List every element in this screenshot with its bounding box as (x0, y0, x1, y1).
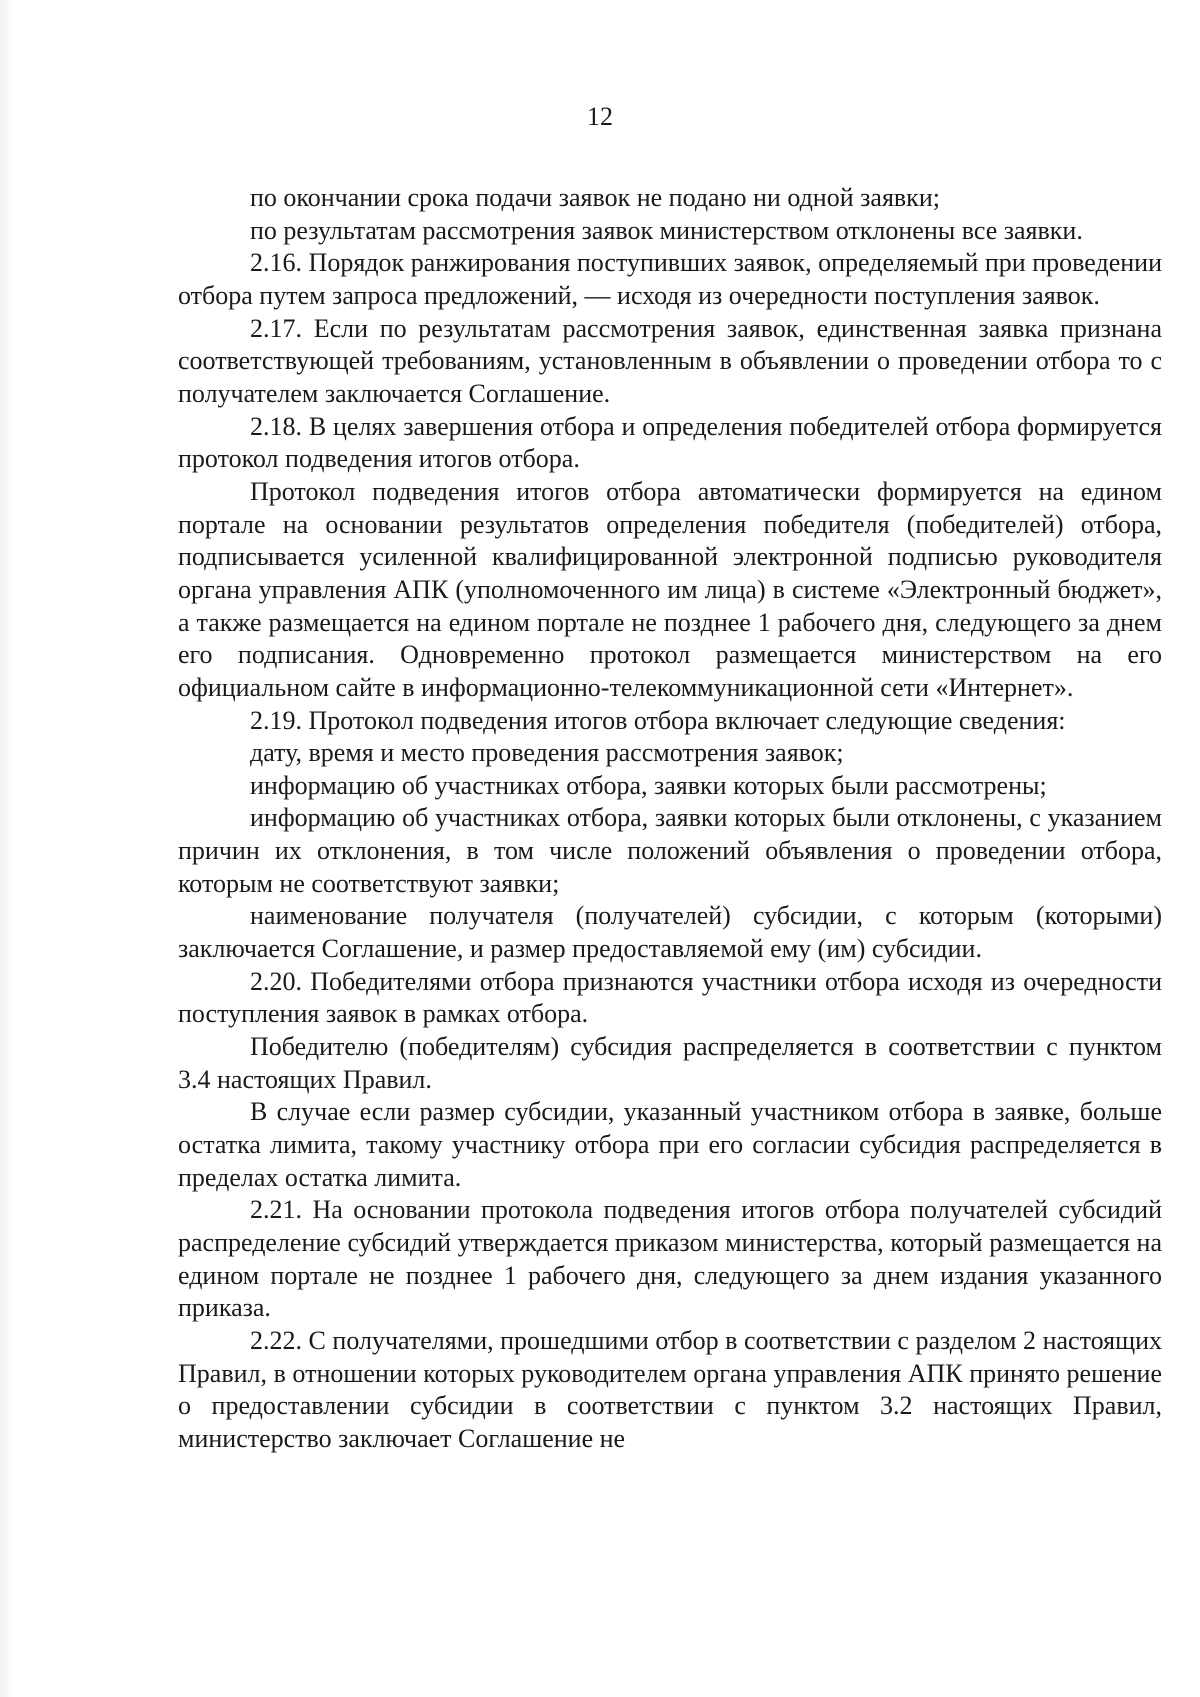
paragraph: информацию об участниках отбора, заявки которых были отклонены, с указанием причин их отклонения, в том числе положений объявления о проведении отбора, которым не соответствуют заявки; (178, 803, 1162, 898)
paragraph: информацию об участниках отбора, заявки которых были рассмотрены; (250, 770, 1047, 800)
page-number: 12 (587, 102, 613, 131)
paragraph: Протокол подведения итогов отбора автоматически формируется на едином портале на основании результатов определения победителя (победителей) отбора, подписывается усиленной квалифицированной электронной подписью руководителя органа управления АПК (уполномоченного им лица) в системе «Электронный бюджет», а также размещается на едином портале не позднее 1 рабочего дня, следующего за днем его подписания. Одновременно протокол размещается министерством на его официальном сайте в информационно-телекоммуникационной сети «Интернет». (178, 476, 1162, 702)
paragraph: наименование получателя (получателей) субсидии, с которым (которыми) заключается Соглашение, и размер предоставляемой ему (им) субсидии. (178, 901, 1162, 964)
document-body (178, 182, 1162, 1456)
scan-edge-shadow (0, 0, 14, 1697)
paragraph: 2.18. В целях завершения отбора и определения победителей отбора формируется протокол подведения итогов отбора. (178, 411, 1162, 474)
paragraph: 2.17. Если по результатам рассмотрения заявок, единственная заявка признана соответствующей требованиям, установленным в объявлении о проведении отбора то с получателем заключается Соглашение. (178, 313, 1162, 408)
paragraph: по результатам рассмотрения заявок министерством отклонены все заявки. (250, 215, 1083, 245)
paragraph: Победителю (победителям) субсидия распределяется в соответствии с пунктом 3.4 настоящих Правил. (178, 1032, 1162, 1094)
paragraph: дату, время и место проведения рассмотрения заявок; (250, 738, 844, 768)
paragraph: по окончании срока подачи заявок не подано ни одной заявки; (250, 183, 940, 212)
paragraph: 2.19. Протокол подведения итогов отбора включает следующие сведения: (250, 705, 1066, 735)
paragraph: 2.16. Порядок ранжирования поступивших заявок, определяемый при проведении отбора путем запроса предложений, — исходя из очередности поступления заявок. (178, 248, 1162, 310)
paragraph: В случае если размер субсидии, указанный участником отбора в заявке, больше остатка лимита, такому участнику отбора при его согласии субсидия распределяется в пределах остатка лимита. (178, 1097, 1162, 1192)
paragraph: 2.20. Победителями отбора признаются участники отбора исходя из очередности поступления заявок в рамках отбора. (178, 966, 1162, 1029)
paragraph: 2.21. На основании протокола подведения итогов отбора получателей субсидий распределение субсидий утверждается приказом министерства, который размещается на едином портале не позднее 1 рабочего дня, следующего за днем издания указанного приказа. (178, 1195, 1162, 1323)
paragraph: 2.22. С получателями, прошедшими отбор в соответствии с разделом 2 настоящих Правил, в отношении которых руководителем органа управления АПК принято решение о предоставлении субсидии в соответствии с пунктом 3.2 настоящих Правил, министерство заключает Соглашение не (178, 1325, 1162, 1453)
